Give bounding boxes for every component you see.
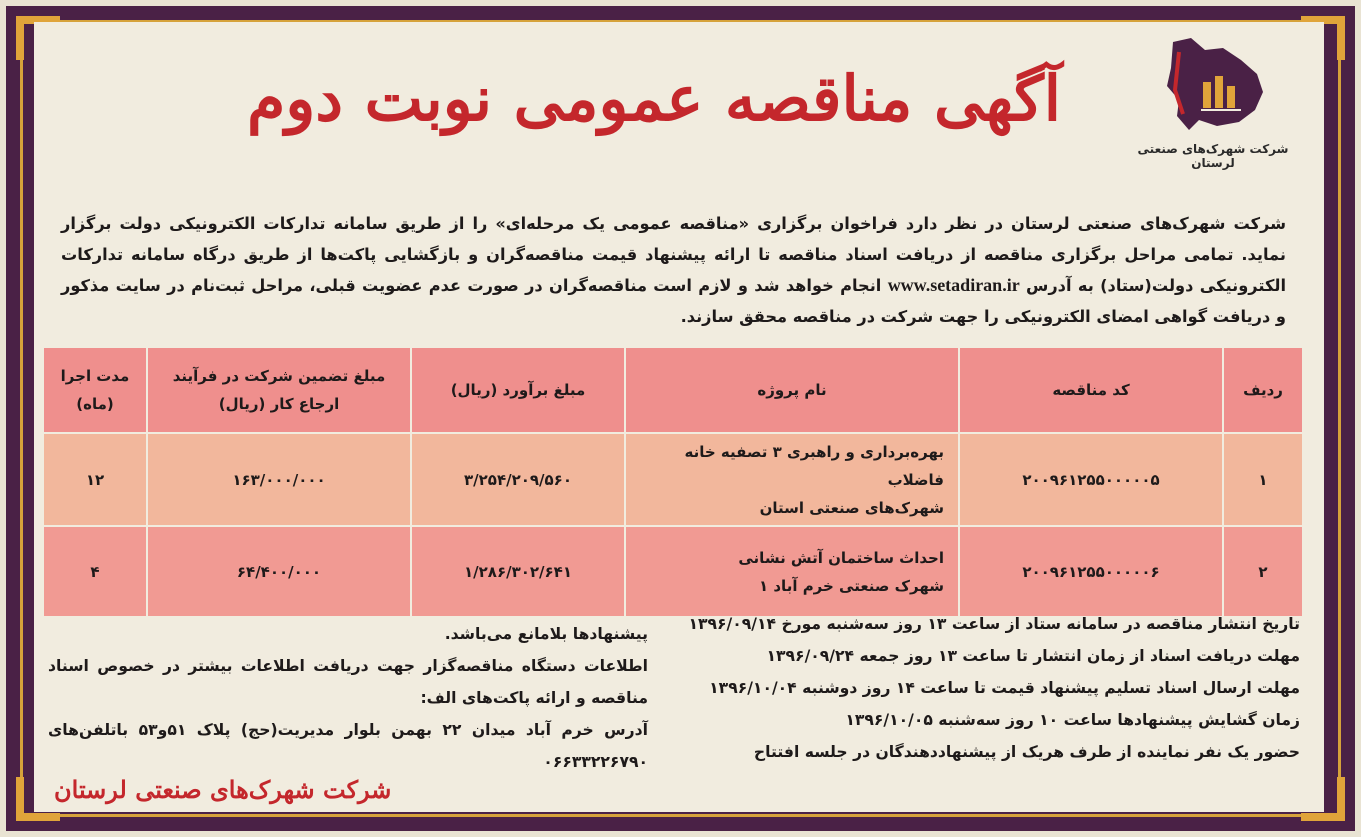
cell-guarantee: ۱۶۳/۰۰۰/۰۰۰ <box>147 433 411 526</box>
schedule-item: مهلت دریافت اسناد از زمان انتشار تا ساعت ۱۳ روز جمعه ۱۳۹۶/۰۹/۲۴ <box>766 647 1300 665</box>
header-row-number: ردیف <box>1223 347 1303 433</box>
cell-duration: ۴ <box>43 526 147 617</box>
cell-row-number: ۲ <box>1223 526 1303 617</box>
company-logo <box>1128 30 1298 170</box>
cell-tender-code: ۲۰۰۹۶۱۲۵۵۰۰۰۰۰۵ <box>959 433 1223 526</box>
province-map-logo <box>1153 30 1273 140</box>
project-name-line: بهره‌برداری و راهبری ۳ تصفیه خانه فاضلاب <box>684 442 944 489</box>
cell-tender-code: ۲۰۰۹۶۱۲۵۵۰۰۰۰۰۶ <box>959 526 1223 617</box>
table-row <box>43 433 1303 526</box>
project-name-line: احداث ساختمان آتش نشانی <box>738 548 944 567</box>
cell-row-number: ۱ <box>1223 433 1303 526</box>
schedule-item: حضور یک نفر نماینده از طرف هریک از پیشنهاددهندگان در جلسه افتتاح <box>753 743 1300 761</box>
logo-caption: شرکت شهرک‌های صنعتی لرستان <box>1137 142 1289 170</box>
header-estimate: مبلغ برآورد (ریال) <box>411 347 625 433</box>
header-tender-code: کد مناقصه <box>959 347 1223 433</box>
contact-notes <box>48 618 648 778</box>
intro-text-1: شرکت شهرک‌های صنعتی لرستان در نظر دارد فراخوان برگزاری «مناقصه عمومی یک مرحله‌ای» را از طریق سامانه تدارکات الکترونیکی دولت برگزار نماید. تمامی مراحل برگزاری مناقصه از دریافت اسناد مناقصه تا ارائه پیشنهاد قیمت مناقصه‌گران و بازگشایی پاکت‌ها از طریق درگاه سامانه تدارکات الکترونیکی دولت(ستاد) به آدرس <box>61 214 1286 295</box>
table-header-row <box>43 347 1303 433</box>
header-guarantee: مبلغ تضمین شرکت در فرآیند ارجاع کار (ریال) <box>147 347 411 433</box>
cell-project-name <box>625 526 959 617</box>
notice-headline: آگهی مناقصه عمومی نوبت دوم <box>247 62 1061 135</box>
cell-duration: ۱۲ <box>43 433 147 526</box>
schedule-item: مهلت ارسال اسناد تسلیم پیشنهاد قیمت تا ساعت ۱۴ روز دوشنبه ۱۳۹۶/۱۰/۰۴ <box>709 679 1300 697</box>
table-row <box>43 526 1303 617</box>
intro-text-2: انجام خواهد شد و لازم است مناقصه‌گران در صورت عدم عضویت قبلی، مراحل ثبت‌نام در سایت مذکور و دریافت گواهی امضای الکترونیکی را جهت شرکت در مناقصه محقق سازند. <box>61 276 1286 326</box>
tender-table <box>42 346 1304 618</box>
cell-estimate: ۳/۲۵۴/۲۰۹/۵۶۰ <box>411 433 625 526</box>
project-name-line: شهرک صنعتی خرم آباد ۱ <box>758 576 944 595</box>
note-line: اطلاعات دستگاه مناقصه‌گزار جهت دریافت اطلاعات بیشتر در خصوص اسناد مناقصه و ارائه پاکت‌های الف: <box>48 657 648 707</box>
project-name-line: شهرک‌های صنعتی استان <box>759 498 944 517</box>
notice-paper <box>34 22 1324 812</box>
cell-guarantee: ۶۴/۴۰۰/۰۰۰ <box>147 526 411 617</box>
schedule-item: تاریخ انتشار مناقصه در سامانه ستاد از ساعت ۱۳ روز سه‌شنبه مورخ ۱۳۹۶/۰۹/۱۴ <box>688 615 1300 633</box>
note-line: آدرس خرم آباد میدان ۲۲ بهمن بلوار مدیریت(حج) پلاک ۵۱و۵۳ باتلفن‌های ۰۶۶۳۳۲۲۶۷۹۰ <box>48 721 649 771</box>
header-project-name: نام پروژه <box>625 347 959 433</box>
cell-estimate: ۱/۲۸۶/۳۰۲/۶۴۱ <box>411 526 625 617</box>
cell-project-name <box>625 433 959 526</box>
setad-url-link[interactable]: www.setadiran.ir <box>887 275 1020 295</box>
footer-company-name <box>54 775 554 804</box>
intro-paragraph <box>61 208 1286 332</box>
schedule-item: زمان گشایش پیشنهادها ساعت ۱۰ روز سه‌شنبه ۱۳۹۶/۱۰/۰۵ <box>845 711 1300 729</box>
footer-text: شرکت شهرک‌های صنعتی لرستان <box>54 775 392 804</box>
header-duration: مدت اجرا (ماه) <box>43 347 147 433</box>
note-line: پیشنهادها بلامانع می‌باشد. <box>444 625 648 643</box>
schedule-list <box>660 608 1300 768</box>
